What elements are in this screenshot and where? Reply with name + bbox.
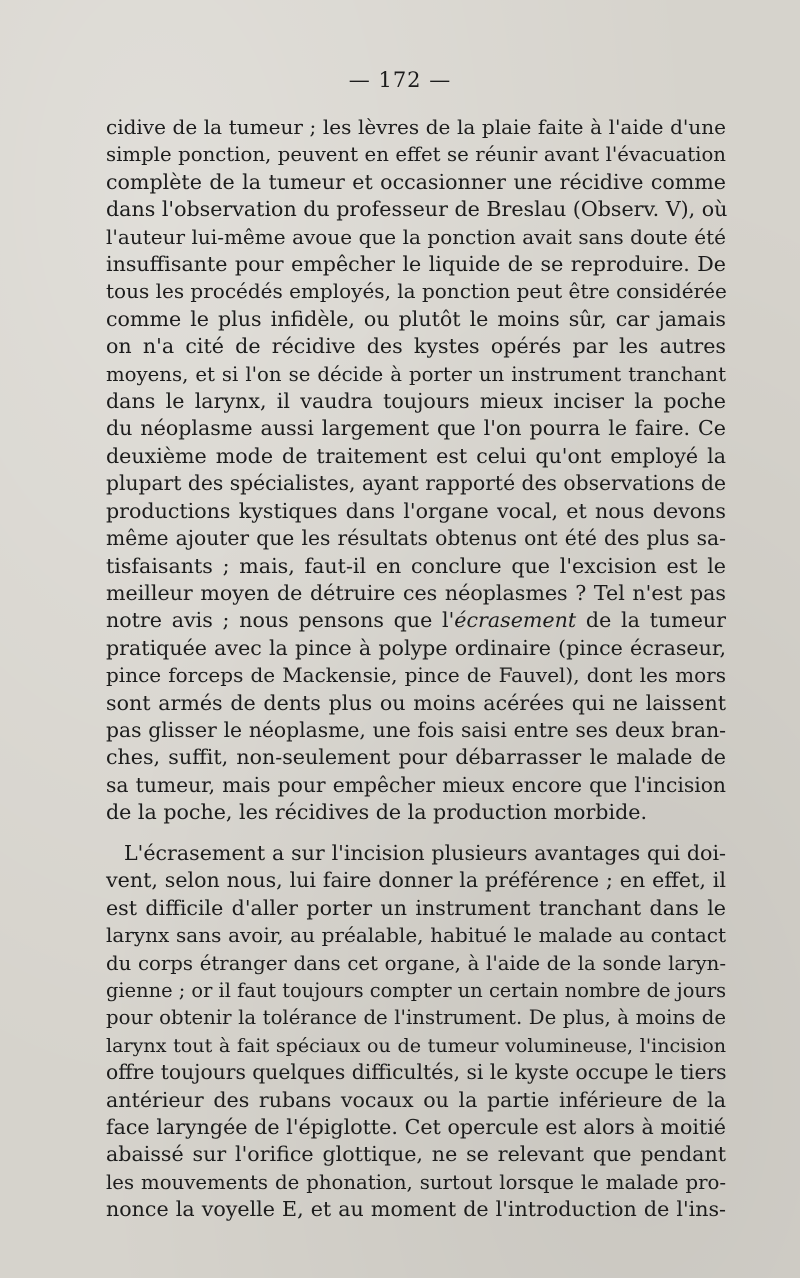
text-line: antérieur des rubans vocaux ou la partie inférieure de la [106, 1087, 726, 1112]
text-line: pour obtenir la tolérance de l'instrument. De plus, à moins de [106, 1006, 726, 1030]
text-line: deuxième mode de traitement est celui qu'ont employé la [106, 443, 726, 468]
paragraph-1 [106, 114, 726, 827]
text-line: comme le plus infidèle, ou plutôt le moins sûr, car jamais [106, 306, 726, 331]
text-line: on n'a cité de récidive des kystes opérés par les autres [106, 334, 726, 359]
emphasis-ecrasement: écrasement [454, 608, 577, 633]
text-line: L'écrasement a sur l'incision plusieurs avantages qui doi- [124, 841, 726, 865]
text-line: les mouvements de phonation, surtout lorsque le malade pro- [106, 1170, 726, 1194]
text-line: plupart des spécialistes, ayant rapporté des observations de [106, 471, 726, 496]
text-line: larynx tout à fait spéciaux ou de tumeur volumineuse, l'incision [106, 1033, 726, 1057]
text-line: meilleur moyen de détruire ces néoplasmes ? Tel n'est pas [106, 580, 726, 605]
text-line: ches, suffit, non-seulement pour débarrasser le malade de [106, 745, 726, 770]
page-number: — 172 — [348, 68, 452, 92]
text-line: offre toujours quelques difficultés, si le kyste occupe le tiers [106, 1060, 727, 1085]
text-line: pratiquée avec la pince à polype ordinaire (pince écraseur, [106, 635, 726, 660]
text-line: du néoplasme aussi largement que l'on pourra le faire. Ce [106, 416, 726, 441]
text-line: gienne ; or il faut toujours compter un certain nombre de jours [106, 979, 727, 1003]
text-line: dans l'observation du professeur de Breslau (Observ. V), où [106, 197, 728, 222]
text-line-with-emphasis [106, 607, 726, 634]
text-line: face laryngée de l'épiglotte. Cet opercule est alors à moitié [106, 1115, 726, 1140]
text-fragment: notre avis ; nous pensons que l' [106, 608, 455, 633]
text-line: l'auteur lui-même avoue que la ponction avait sans doute été [106, 224, 726, 249]
text-line: même ajouter que les résultats obtenus ont été des plus sa- [106, 526, 726, 551]
text-line: pince forceps de Mackensie, pince de Fauvel), dont les mors [106, 663, 726, 688]
text-line: tous les procédés employés, la ponction peut être considérée [106, 279, 727, 304]
text-line: nonce la voyelle E, et au moment de l'introduction de l'ins- [106, 1197, 726, 1222]
paragraph-2 [106, 840, 726, 1224]
text-line: vent, selon nous, lui faire donner la préférence ; en effet, il [106, 868, 726, 893]
text-line: simple ponction, peuvent en effet se réunir avant l'évacuation [106, 143, 726, 167]
text-line: larynx sans avoir, au préalable, habitué le malade au contact [106, 923, 726, 948]
text-line: est difficile d'aller porter un instrument tranchant dans le [106, 895, 726, 920]
text-line: tisfaisants ; mais, faut-il en conclure que l'excision est le [106, 553, 726, 578]
text-line: complète de la tumeur et occasionner une récidive comme [106, 169, 726, 194]
text-line: sont armés de dents plus ou moins acérées qui ne laissent [106, 690, 726, 715]
text-line: cidive de la tumeur ; les lèvres de la plaie faite à l'aide d'une [106, 115, 726, 139]
text-line: pas glisser le néoplasme, une fois saisi entre ses deux bran- [106, 717, 726, 742]
text-fragment: de la tumeur [576, 608, 726, 633]
text-line: insuffisante pour empêcher le liquide de se reproduire. De [106, 252, 726, 277]
text-line: dans le larynx, il vaudra toujours mieux inciser la poche [106, 389, 726, 414]
text-line: sa tumeur, mais pour empêcher mieux encore que l'incision [106, 772, 726, 797]
text-line: moyens, et si l'on se décide à porter un instrument tranchant [106, 362, 726, 386]
text-line: du corps étranger dans cet organe, à l'aide de la sonde laryn- [106, 951, 726, 975]
text-line: productions kystiques dans l'organe vocal, et nous devons [106, 498, 726, 523]
text-line: de la poche, les récidives de la production morbide. [106, 800, 647, 825]
text-line: abaissé sur l'orifice glottique, ne se relevant que pendant [106, 1142, 726, 1167]
